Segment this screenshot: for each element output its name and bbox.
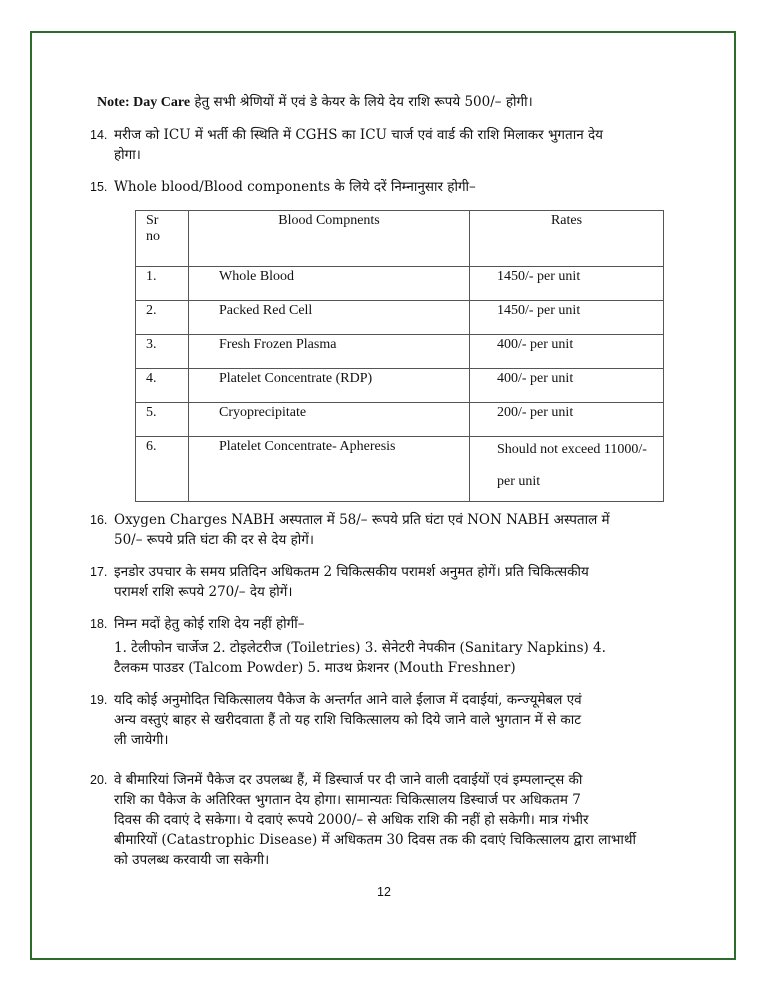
item-number: 17. xyxy=(90,565,108,579)
cell-rate: 1450/- per unit xyxy=(470,301,664,335)
cell-component: Fresh Frozen Plasma xyxy=(189,335,470,369)
cell-rate: 1450/- per unit xyxy=(470,267,664,301)
item-line: वे बीमारियां जिनमें पैकेज दर उपलब्ध हैं, में डिस्चार्ज पर दी जाने वाली दवाईयों एवं इम्पलान्ट्स की xyxy=(114,772,583,788)
cell-rate: Should not exceed 11000/- per unit xyxy=(470,437,664,502)
cell-sr: 2. xyxy=(136,301,189,335)
table-row xyxy=(136,335,664,369)
table-row xyxy=(136,369,664,403)
item-line: यदि कोई अनुमोदित चिकित्सालय पैकेज के अन्तर्गत आने वाले ईलाज में दवाईयां, कन्ज्यूमेबल एवं xyxy=(114,692,582,708)
item-line: ली जायेगी। xyxy=(114,732,169,748)
header-sr: Sr no xyxy=(136,211,189,267)
item-line: 1. टेलीफोन चार्जेज 2. टोइलेटरीज (Toiletries) 3. सेनेटरी नेपकीन (Sanitary Napkins) 4. xyxy=(114,640,606,656)
item-line: 50/– रूपये प्रति घंटा की दर से देय होगें। xyxy=(114,532,315,548)
cell-component: Platelet Concentrate (RDP) xyxy=(189,369,470,403)
cell-rate: 400/- per unit xyxy=(470,369,664,403)
cell-component: Packed Red Cell xyxy=(189,301,470,335)
cell-sr: 1. xyxy=(136,267,189,301)
item-line: दिवस की दवाएं दे सकेगा। ये दवाएं रूपये 2000/– से अधिक राशि की नहीं हो सकेगी। मात्र गंभीर xyxy=(114,812,589,828)
item-line: Oxygen Charges NABH अस्पताल में 58/– रूपये प्रति घंटा एवं NON NABH अस्पताल में xyxy=(114,512,610,528)
item-line: इनडोर उपचार के समय प्रतिदिन अधिकतम 2 चिकित्सकीय परामर्श अनुमत होगें। प्रति चिकित्सकीय xyxy=(114,564,589,580)
table-row xyxy=(136,437,664,502)
table-row xyxy=(136,403,664,437)
item-line: राशि का पैकेज के अतिरिक्त भुगतान देय होगा। सामान्यतः चिकित्सालय डिस्चार्ज पर अधिकतम 7 xyxy=(114,792,581,808)
note-label: Note: Day Care xyxy=(97,95,191,110)
header-component: Blood Compnents xyxy=(189,211,470,267)
cell-component: Whole Blood xyxy=(189,267,470,301)
item-number: 14. xyxy=(90,128,108,142)
item-number: 19. xyxy=(90,693,108,707)
item-line: बीमारियों (Catastrophic Disease) में अधिकतम 30 दिवस तक की दवाएं चिकित्सालय द्वारा लाभार्थी xyxy=(114,832,636,848)
item-line: को उपलब्ध करवायी जा सकेगी। xyxy=(114,852,270,868)
cell-rate: 400/- per unit xyxy=(470,335,664,369)
cell-rate: 200/- per unit xyxy=(470,403,664,437)
day-care-note xyxy=(97,92,533,113)
page-number: 12 xyxy=(377,885,391,899)
header-rates: Rates xyxy=(470,211,664,267)
item-line: टैलकम पाउडर (Talcom Powder) 5. माउथ फ्रेशनर (Mouth Freshner) xyxy=(114,660,516,676)
item-line: Whole blood/Blood components के लिये दरें निम्नानुसार होगी– xyxy=(114,179,476,195)
note-text: हेतु सभी श्रेणियों में एवं डे केयर के लिये देय राशि रूपये 500/– होगी। xyxy=(194,94,533,110)
item-line: अन्य वस्तुएं बाहर से खरीदवाता हैं तो यह राशि चिकित्सालय को दिये जाने वाले भुगतान में से काट xyxy=(114,712,582,728)
item-number: 16. xyxy=(90,513,108,527)
table-header-row xyxy=(136,211,664,267)
table-row xyxy=(136,301,664,335)
cell-sr: 3. xyxy=(136,335,189,369)
table-row xyxy=(136,267,664,301)
cell-sr: 4. xyxy=(136,369,189,403)
item-line: होगा। xyxy=(114,147,141,163)
item-number: 20. xyxy=(90,773,108,787)
cell-sr: 5. xyxy=(136,403,189,437)
item-number: 15. xyxy=(90,180,108,194)
item-line: परामर्श राशि रूपये 270/– देय होगें। xyxy=(114,584,293,600)
cell-sr: 6. xyxy=(136,437,189,502)
item-number: 18. xyxy=(90,617,108,631)
blood-components-table xyxy=(135,210,664,502)
cell-component: Cryoprecipitate xyxy=(189,403,470,437)
item-line: निम्न मदों हेतु कोई राशि देय नहीं होगीं– xyxy=(114,616,305,632)
cell-component: Platelet Concentrate- Apheresis xyxy=(189,437,470,502)
item-line: मरीज को ICU में भर्ती की स्थिति में CGHS का ICU चार्ज एवं वार्ड की राशि मिलाकर भुगतान देय xyxy=(114,127,604,143)
